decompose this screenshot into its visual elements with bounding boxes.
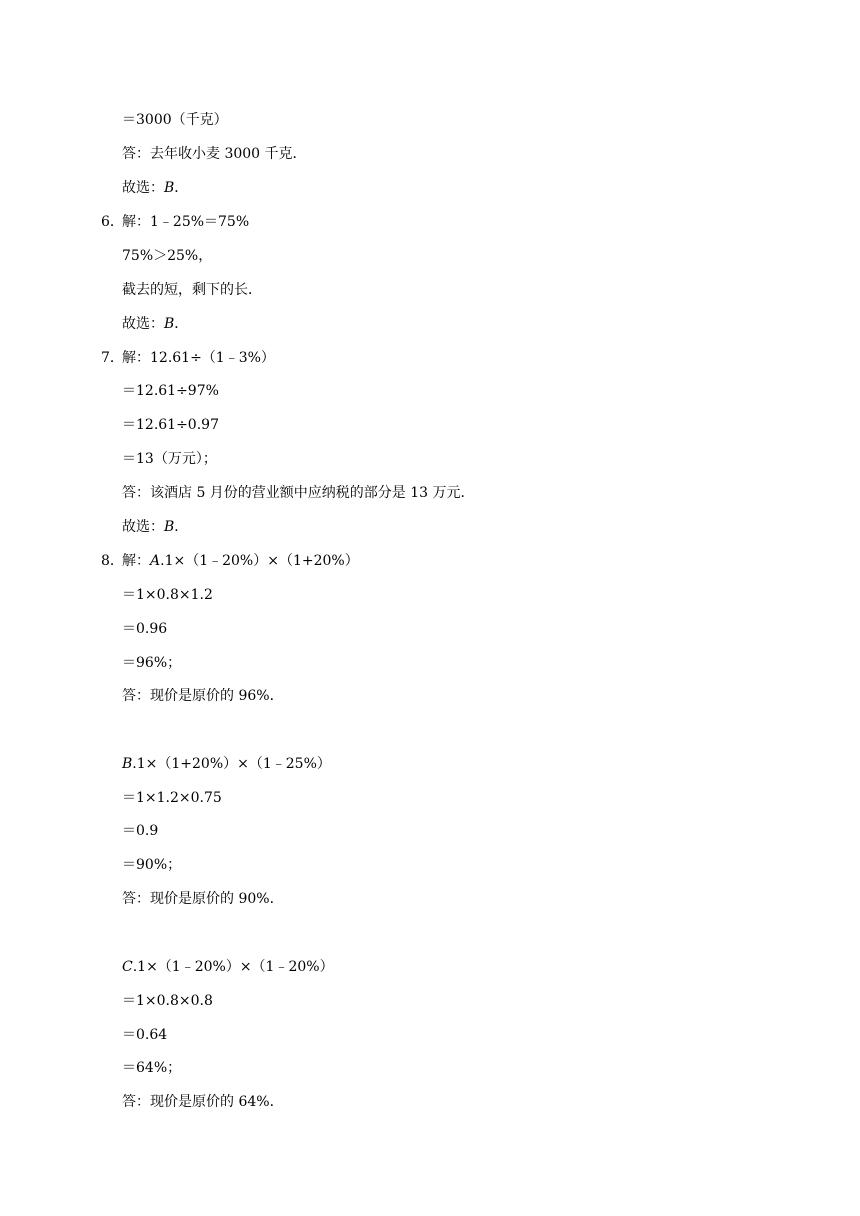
choice-option: B	[164, 519, 175, 535]
choice-prefix: 故选：	[122, 519, 164, 535]
expression: .1×（1﹣20%）×（1﹣20%）	[132, 959, 334, 975]
prev-answer: 答：去年收小麦 3000 千克．	[122, 146, 307, 162]
choice-suffix: ．	[174, 316, 189, 332]
q8-c-answer: 答：现价是原价的 64%．	[122, 1094, 284, 1110]
q8-c-step-2: ＝0.64	[122, 1027, 168, 1043]
q8-b-step-3: ＝90%；	[122, 857, 182, 873]
q6-choice	[122, 314, 188, 334]
choice-prefix: 故选：	[122, 316, 164, 332]
prev-choice	[122, 178, 188, 198]
option-letter-b: B	[122, 756, 133, 772]
q8-c-step-3: ＝64%；	[122, 1060, 182, 1076]
q8-b-step-1: ＝1×1.2×0.75	[122, 790, 222, 806]
choice-prefix: 故选：	[122, 180, 164, 196]
q8-option-b-expression	[122, 754, 331, 774]
question-number-6: 6．	[101, 214, 124, 230]
q8-c-step-1: ＝1×0.8×0.8	[122, 993, 213, 1009]
q8-b-answer: 答：现价是原价的 90%．	[122, 891, 284, 907]
q6-solution-line-3: 截去的短，剩下的长．	[122, 282, 262, 298]
choice-suffix: ．	[174, 519, 189, 535]
choice-option: B	[164, 180, 175, 196]
expression: .1×（1﹣20%）×（1+20%）	[160, 553, 359, 569]
q8-b-step-2: ＝0.9	[122, 823, 159, 839]
q6-solution-line-1: 解：1﹣25%＝75%	[122, 214, 250, 230]
q7-choice	[122, 517, 188, 537]
question-number-8: 8．	[101, 553, 124, 569]
solution-prefix: 解：	[122, 553, 150, 569]
q7-solution-line-2: ＝12.61÷97%	[122, 383, 219, 399]
q8-a-step-2: ＝0.96	[122, 621, 168, 637]
q7-solution-line-4: ＝13（万元）；	[122, 451, 217, 467]
prev-step-result: ＝3000（千克）	[122, 112, 228, 128]
q7-solution-line-3: ＝12.61÷0.97	[122, 417, 219, 433]
q8-option-c-expression	[122, 957, 334, 977]
q8-a-step-3: ＝96%；	[122, 655, 182, 671]
choice-option: B	[164, 316, 175, 332]
q7-solution-line-1: 解：12.61÷（1﹣3%）	[122, 350, 275, 366]
question-number-7: 7．	[101, 350, 124, 366]
option-letter-c: C	[122, 959, 133, 975]
q8-a-step-1: ＝1×0.8×1.2	[122, 587, 213, 603]
option-letter-a: A	[150, 553, 161, 569]
choice-suffix: ．	[174, 180, 189, 196]
q7-answer: 答：该酒店 5 月份的营业额中应纳税的部分是 13 万元．	[122, 485, 475, 501]
q8-option-a-expression	[122, 551, 359, 571]
q6-solution-line-2: 75%＞25%，	[122, 248, 213, 264]
expression: .1×（1+20%）×（1﹣25%）	[132, 756, 331, 772]
q8-a-answer: 答：现价是原价的 96%．	[122, 688, 284, 704]
